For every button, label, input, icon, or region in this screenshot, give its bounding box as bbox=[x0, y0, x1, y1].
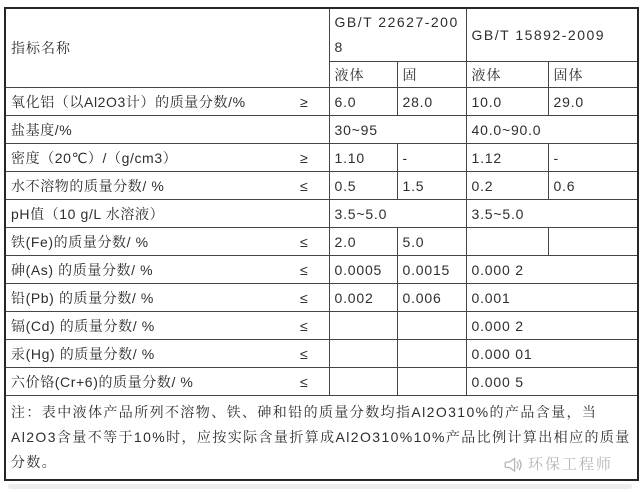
cell-value: 1.10 bbox=[329, 144, 397, 172]
cell-value: 0.006 bbox=[397, 284, 466, 312]
cell-value: 0.000 01 bbox=[466, 340, 638, 368]
cell-value bbox=[329, 340, 397, 368]
indicator-name-header: 指标名称 bbox=[5, 8, 329, 88]
subheader-liquid-1: 液体 bbox=[329, 62, 397, 88]
cell-value: 0.5 bbox=[329, 172, 397, 200]
row-label-cell bbox=[5, 284, 329, 312]
row-label: 氧化铝（以Al2O3计）的质量分数/% bbox=[11, 93, 246, 110]
note-text: 注：表中液体产品所列不溶物、铁、砷和铅的质量分数均指Al2O310%的产品含量，当Al2O3含量不等于10%时，应按实际含量折算成Al2O310%10%产品比例计算出相应的质量分数。 bbox=[11, 404, 631, 470]
row-comparator: ≥ bbox=[300, 93, 309, 110]
subheader-solid-1: 固 bbox=[397, 62, 466, 88]
cell-value: 3.5~5.0 bbox=[329, 200, 466, 228]
cell-value: 1.5 bbox=[397, 172, 466, 200]
row-comparator: ≤ bbox=[300, 289, 309, 306]
row-label: 铅(Pb) 的质量分数/ % bbox=[11, 289, 154, 306]
row-comparator: ≤ bbox=[300, 261, 309, 278]
cell-value: 10.0 bbox=[466, 88, 548, 116]
cell-value bbox=[466, 228, 548, 256]
standard-1-header: GB/T 22627-2008 bbox=[329, 8, 466, 62]
row-label-cell bbox=[5, 200, 329, 228]
cell-value bbox=[397, 312, 466, 340]
cell-value: 29.0 bbox=[548, 88, 638, 116]
standard-2-header: GB/T 15892-2009 bbox=[466, 8, 638, 62]
cell-value: - bbox=[397, 144, 466, 172]
cell-value: 0.000 5 bbox=[466, 368, 638, 396]
cell-value: 0.002 bbox=[329, 284, 397, 312]
row-comparator: ≤ bbox=[300, 233, 309, 250]
cell-value bbox=[548, 228, 638, 256]
table-row bbox=[5, 368, 638, 396]
subheader-liquid-2: 液体 bbox=[466, 62, 548, 88]
row-label-cell bbox=[5, 368, 329, 396]
cell-value: 3.5~5.0 bbox=[466, 200, 638, 228]
row-label-cell bbox=[5, 172, 329, 200]
table-row bbox=[5, 256, 638, 284]
row-label-cell bbox=[5, 256, 329, 284]
row-label: 盐基度/% bbox=[11, 121, 73, 138]
table-row bbox=[5, 312, 638, 340]
cell-value: 0.6 bbox=[548, 172, 638, 200]
cell-value: 40.0~90.0 bbox=[466, 116, 638, 144]
cell-value: 0.2 bbox=[466, 172, 548, 200]
table-row bbox=[5, 172, 638, 200]
table-header-row bbox=[5, 8, 638, 62]
table-row bbox=[5, 88, 638, 116]
table-row bbox=[5, 116, 638, 144]
cell-value: 6.0 bbox=[329, 88, 397, 116]
row-label-cell bbox=[5, 228, 329, 256]
row-comparator: ≤ bbox=[300, 373, 309, 390]
cell-value: - bbox=[548, 144, 638, 172]
row-comparator: ≤ bbox=[300, 177, 309, 194]
row-label-cell bbox=[5, 116, 329, 144]
table-row bbox=[5, 228, 638, 256]
cell-value bbox=[329, 312, 397, 340]
subheader-solid-2: 固体 bbox=[548, 62, 638, 88]
table-row bbox=[5, 284, 638, 312]
table-note-row bbox=[5, 396, 638, 481]
cell-value: 0.000 2 bbox=[466, 312, 638, 340]
row-label-cell bbox=[5, 312, 329, 340]
megaphone-icon bbox=[503, 456, 523, 474]
table-row bbox=[5, 200, 638, 228]
row-comparator: ≥ bbox=[300, 149, 309, 166]
cell-value bbox=[397, 368, 466, 396]
cell-value: 5.0 bbox=[397, 228, 466, 256]
table-row bbox=[5, 144, 638, 172]
row-comparator: ≤ bbox=[300, 317, 309, 334]
cell-value bbox=[329, 368, 397, 396]
watermark bbox=[503, 452, 613, 477]
row-label: 镉(Cd) 的质量分数/ % bbox=[11, 317, 155, 334]
row-label: 水不溶物的质量分数/ % bbox=[11, 177, 165, 194]
row-label: 密度（20℃）/（g/cm3） bbox=[11, 149, 178, 166]
cell-value: 30~95 bbox=[329, 116, 466, 144]
row-label-cell bbox=[5, 340, 329, 368]
row-comparator: ≤ bbox=[300, 345, 309, 362]
cell-value: 28.0 bbox=[397, 88, 466, 116]
row-label-cell bbox=[5, 88, 329, 116]
page-bottom-artifact bbox=[8, 484, 632, 489]
cell-value: 0.000 2 bbox=[466, 256, 638, 284]
cell-value: 0.001 bbox=[466, 284, 638, 312]
row-label: 铁(Fe)的质量分数/ % bbox=[11, 233, 149, 250]
row-label: 汞(Hg) 的质量分数/ % bbox=[11, 345, 155, 362]
cell-value: 1.12 bbox=[466, 144, 548, 172]
note-cell bbox=[5, 396, 638, 481]
spec-table bbox=[4, 7, 639, 481]
cell-value: 2.0 bbox=[329, 228, 397, 256]
row-label: 六价铬(Cr+6)的质量分数/ % bbox=[11, 373, 194, 390]
row-label-cell bbox=[5, 144, 329, 172]
watermark-label: 环保工程师 bbox=[528, 456, 614, 473]
cell-value bbox=[397, 340, 466, 368]
cell-value: 0.0005 bbox=[329, 256, 397, 284]
row-label: pH值（10 g/L 水溶液） bbox=[11, 205, 165, 222]
cell-value: 0.0015 bbox=[397, 256, 466, 284]
table-row bbox=[5, 340, 638, 368]
row-label: 砷(As) 的质量分数/ % bbox=[11, 261, 154, 278]
